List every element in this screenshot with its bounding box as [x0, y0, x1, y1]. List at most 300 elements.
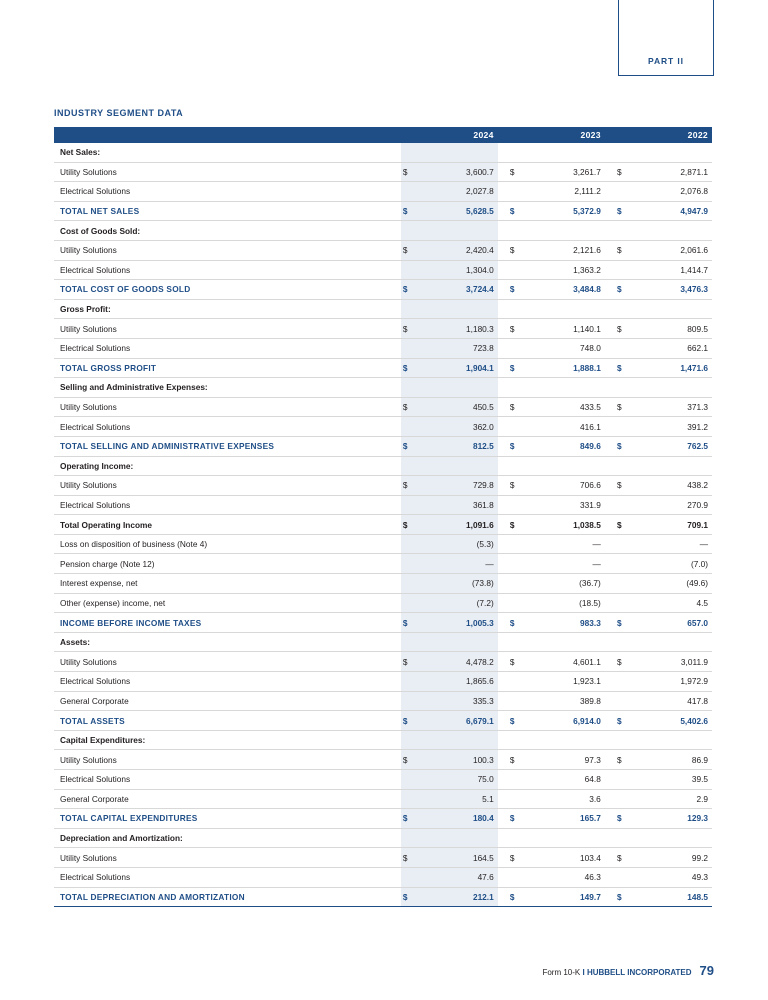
column-gap: [498, 201, 508, 221]
table-row: [54, 515, 712, 535]
cell-value: 2,121.6: [526, 240, 605, 260]
column-gap: [498, 691, 508, 711]
row-label: Utility Solutions: [54, 162, 401, 182]
row-label: Electrical Solutions: [54, 495, 401, 515]
column-gap: [605, 378, 615, 398]
column-gap: [605, 162, 615, 182]
table-row: [54, 456, 712, 476]
currency-symbol: [401, 554, 419, 574]
cell-value: 450.5: [419, 397, 498, 417]
column-header-2022: 2022: [615, 127, 712, 143]
currency-symbol: [401, 770, 419, 790]
currency-symbol: [615, 417, 633, 437]
currency-symbol: [508, 554, 526, 574]
column-gap: [498, 397, 508, 417]
currency-symbol: [508, 534, 526, 554]
currency-symbol: $: [401, 887, 419, 907]
table-row: [54, 750, 712, 770]
cell-value: [526, 828, 605, 848]
cell-value: 3,724.4: [419, 280, 498, 300]
cell-value: [526, 221, 605, 241]
row-label: Pension charge (Note 12): [54, 554, 401, 574]
column-gap: [605, 436, 615, 456]
row-label: TOTAL GROSS PROFIT: [54, 358, 401, 378]
column-gap: [498, 809, 508, 829]
cell-value: 983.3: [526, 613, 605, 633]
column-gap: [605, 789, 615, 809]
currency-symbol: [508, 770, 526, 790]
cell-value: 2,111.2: [526, 182, 605, 202]
row-label: Electrical Solutions: [54, 417, 401, 437]
cell-value: 809.5: [633, 319, 712, 339]
column-gap: [498, 319, 508, 339]
cell-value: 5,372.9: [526, 201, 605, 221]
column-gap: [498, 789, 508, 809]
currency-symbol: [401, 632, 419, 652]
currency-symbol: [401, 338, 419, 358]
currency-symbol: [508, 417, 526, 437]
currency-symbol: $: [401, 240, 419, 260]
column-gap: [605, 848, 615, 868]
column-gap: [605, 221, 615, 241]
column-gap: [605, 397, 615, 417]
column-gap: [605, 828, 615, 848]
column-gap: [605, 338, 615, 358]
footer-company: HUBBELL INCORPORATED: [586, 968, 692, 977]
column-gap: [498, 143, 508, 162]
row-label: TOTAL CAPITAL EXPENDITURES: [54, 809, 401, 829]
cell-value: 391.2: [633, 417, 712, 437]
currency-symbol: [401, 867, 419, 887]
column-gap: [605, 809, 615, 829]
column-gap: [605, 495, 615, 515]
currency-symbol: [401, 828, 419, 848]
currency-symbol: [615, 456, 633, 476]
currency-symbol: $: [401, 652, 419, 672]
table-row: [54, 730, 712, 750]
table-row: [54, 221, 712, 241]
cell-value: 4.5: [633, 593, 712, 613]
footer-form: [542, 968, 691, 977]
currency-symbol: [615, 299, 633, 319]
column-gap: [498, 476, 508, 496]
cell-value: 5,628.5: [419, 201, 498, 221]
table-row: [54, 789, 712, 809]
cell-value: 6,679.1: [419, 711, 498, 731]
currency-symbol: $: [615, 887, 633, 907]
column-gap: [605, 201, 615, 221]
table-row: [54, 378, 712, 398]
cell-value: 164.5: [419, 848, 498, 868]
cell-value: 1,180.3: [419, 319, 498, 339]
cell-value: 371.3: [633, 397, 712, 417]
cell-value: 86.9: [633, 750, 712, 770]
table-row: [54, 182, 712, 202]
cell-value: 1,888.1: [526, 358, 605, 378]
currency-symbol: [401, 456, 419, 476]
cell-value: 1,038.5: [526, 515, 605, 535]
currency-symbol: $: [401, 162, 419, 182]
currency-symbol: $: [508, 476, 526, 496]
row-label: TOTAL NET SALES: [54, 201, 401, 221]
column-gap: [605, 476, 615, 496]
currency-symbol: [615, 593, 633, 613]
cell-value: [419, 632, 498, 652]
table-row: [54, 770, 712, 790]
cell-value: (73.8): [419, 574, 498, 594]
table-row: [54, 201, 712, 221]
cell-value: 3,476.3: [633, 280, 712, 300]
table-row: [54, 828, 712, 848]
cell-value: [526, 299, 605, 319]
currency-symbol: [401, 691, 419, 711]
column-gap: [605, 887, 615, 907]
currency-symbol: $: [615, 358, 633, 378]
column-gap: [498, 436, 508, 456]
column-gap: [605, 515, 615, 535]
row-label: Electrical Solutions: [54, 867, 401, 887]
currency-symbol: [615, 691, 633, 711]
cell-value: [526, 632, 605, 652]
cell-value: [633, 730, 712, 750]
footer-separator: I: [582, 968, 585, 977]
row-label: Cost of Goods Sold:: [54, 221, 401, 241]
column-gap: [498, 299, 508, 319]
column-gap: [605, 534, 615, 554]
cell-value: 5,402.6: [633, 711, 712, 731]
column-gap: [498, 554, 508, 574]
currency-symbol: $: [508, 809, 526, 829]
cell-value: [419, 221, 498, 241]
currency-symbol: [615, 770, 633, 790]
column-gap: [498, 887, 508, 907]
currency-symbol: [508, 456, 526, 476]
part-ii-label: PART II: [648, 56, 684, 66]
table-row: [54, 554, 712, 574]
cell-value: 3,261.7: [526, 162, 605, 182]
currency-symbol: [508, 691, 526, 711]
currency-symbol: $: [615, 436, 633, 456]
cell-value: —: [526, 534, 605, 554]
row-label: Utility Solutions: [54, 750, 401, 770]
currency-symbol: [508, 378, 526, 398]
column-gap: [605, 652, 615, 672]
cell-value: 103.4: [526, 848, 605, 868]
cell-value: 1,471.6: [633, 358, 712, 378]
part-ii-tab: [618, 0, 714, 76]
column-gap: [498, 730, 508, 750]
column-gap: [605, 613, 615, 633]
column-gap: [498, 456, 508, 476]
row-label: Gross Profit:: [54, 299, 401, 319]
cell-value: 361.8: [419, 495, 498, 515]
table-row: [54, 299, 712, 319]
currency-symbol: $: [508, 397, 526, 417]
cell-value: [633, 632, 712, 652]
column-gap: [605, 554, 615, 574]
cell-value: 335.3: [419, 691, 498, 711]
cell-value: 3,600.7: [419, 162, 498, 182]
column-gap: [605, 691, 615, 711]
currency-symbol: $: [615, 397, 633, 417]
cell-value: 362.0: [419, 417, 498, 437]
table-row: [54, 143, 712, 162]
currency-symbol: $: [615, 201, 633, 221]
cell-value: 1,414.7: [633, 260, 712, 280]
industry-segment-data-table: [54, 127, 712, 907]
cell-value: [633, 143, 712, 162]
cell-value: [419, 828, 498, 848]
cell-value: 270.9: [633, 495, 712, 515]
row-label: Utility Solutions: [54, 476, 401, 496]
currency-symbol: [615, 260, 633, 280]
cell-value: 1,363.2: [526, 260, 605, 280]
row-label: General Corporate: [54, 691, 401, 711]
currency-symbol: $: [508, 280, 526, 300]
currency-symbol: [401, 534, 419, 554]
currency-symbol: [401, 182, 419, 202]
page-footer: [542, 963, 714, 978]
header-gap-2: [605, 127, 615, 143]
cell-value: [633, 299, 712, 319]
currency-symbol: [615, 730, 633, 750]
cell-value: 1,923.1: [526, 672, 605, 692]
row-label: Electrical Solutions: [54, 182, 401, 202]
table-row: [54, 672, 712, 692]
currency-symbol: $: [508, 750, 526, 770]
column-gap: [498, 632, 508, 652]
cell-value: (5.3): [419, 534, 498, 554]
currency-symbol: [401, 299, 419, 319]
cell-value: 99.2: [633, 848, 712, 868]
header-blank: [54, 127, 401, 143]
table-row: [54, 809, 712, 829]
row-label: Interest expense, net: [54, 574, 401, 594]
column-gap: [605, 456, 615, 476]
row-label: Utility Solutions: [54, 848, 401, 868]
cell-value: [633, 456, 712, 476]
column-gap: [605, 143, 615, 162]
currency-symbol: $: [401, 280, 419, 300]
currency-symbol: $: [615, 848, 633, 868]
table-row: [54, 397, 712, 417]
column-gap: [498, 534, 508, 554]
currency-symbol: $: [401, 750, 419, 770]
cell-value: 4,478.2: [419, 652, 498, 672]
column-gap: [498, 672, 508, 692]
currency-symbol: $: [615, 240, 633, 260]
cell-value: [633, 378, 712, 398]
currency-symbol: $: [401, 848, 419, 868]
row-label: Utility Solutions: [54, 240, 401, 260]
currency-symbol: [508, 789, 526, 809]
cell-value: 46.3: [526, 867, 605, 887]
currency-symbol: [508, 143, 526, 162]
currency-symbol: [401, 221, 419, 241]
currency-symbol: [508, 672, 526, 692]
cell-value: —: [633, 534, 712, 554]
row-label: Utility Solutions: [54, 652, 401, 672]
currency-symbol: $: [401, 397, 419, 417]
column-gap: [498, 828, 508, 848]
column-gap: [498, 378, 508, 398]
row-label: General Corporate: [54, 789, 401, 809]
column-gap: [605, 672, 615, 692]
row-label: Operating Income:: [54, 456, 401, 476]
cell-value: 812.5: [419, 436, 498, 456]
currency-symbol: [615, 378, 633, 398]
cell-value: 4,947.9: [633, 201, 712, 221]
cell-value: 849.6: [526, 436, 605, 456]
cell-value: 75.0: [419, 770, 498, 790]
cell-value: 1,304.0: [419, 260, 498, 280]
column-gap: [498, 221, 508, 241]
currency-symbol: [615, 534, 633, 554]
cell-value: 657.0: [633, 613, 712, 633]
currency-symbol: [615, 867, 633, 887]
cell-value: 149.7: [526, 887, 605, 907]
currency-symbol: [508, 632, 526, 652]
cell-value: (18.5): [526, 593, 605, 613]
cell-value: 331.9: [526, 495, 605, 515]
table-row: [54, 887, 712, 907]
cell-value: —: [419, 554, 498, 574]
column-gap: [605, 240, 615, 260]
cell-value: 47.6: [419, 867, 498, 887]
cell-value: 433.5: [526, 397, 605, 417]
currency-symbol: [401, 730, 419, 750]
cell-value: 762.5: [633, 436, 712, 456]
currency-symbol: [401, 495, 419, 515]
row-label: Assets:: [54, 632, 401, 652]
currency-symbol: [615, 338, 633, 358]
row-label: INCOME BEFORE INCOME TAXES: [54, 613, 401, 633]
currency-symbol: $: [401, 201, 419, 221]
column-gap: [605, 417, 615, 437]
row-label: Utility Solutions: [54, 397, 401, 417]
cell-value: 709.1: [633, 515, 712, 535]
row-label: TOTAL COST OF GOODS SOLD: [54, 280, 401, 300]
table-row: [54, 495, 712, 515]
column-gap: [605, 867, 615, 887]
cell-value: [633, 828, 712, 848]
currency-symbol: $: [508, 848, 526, 868]
row-label: Capital Expenditures:: [54, 730, 401, 750]
cell-value: 97.3: [526, 750, 605, 770]
currency-symbol: [508, 495, 526, 515]
currency-symbol: $: [508, 515, 526, 535]
column-gap: [498, 574, 508, 594]
currency-symbol: $: [615, 515, 633, 535]
table-row: [54, 260, 712, 280]
currency-symbol: $: [615, 652, 633, 672]
currency-symbol: $: [508, 711, 526, 731]
column-gap: [498, 358, 508, 378]
cell-value: 212.1: [419, 887, 498, 907]
cell-value: 4,601.1: [526, 652, 605, 672]
cell-value: 2.9: [633, 789, 712, 809]
table-row: [54, 436, 712, 456]
column-gap: [605, 299, 615, 319]
table-body: [54, 143, 712, 907]
currency-symbol: $: [401, 319, 419, 339]
cell-value: 39.5: [633, 770, 712, 790]
cell-value: [419, 730, 498, 750]
column-gap: [498, 750, 508, 770]
cell-value: [633, 221, 712, 241]
cell-value: 748.0: [526, 338, 605, 358]
column-gap: [605, 319, 615, 339]
column-gap: [605, 770, 615, 790]
currency-symbol: [401, 789, 419, 809]
column-gap: [605, 182, 615, 202]
currency-symbol: $: [615, 280, 633, 300]
column-gap: [498, 162, 508, 182]
cell-value: 417.8: [633, 691, 712, 711]
cell-value: 2,061.6: [633, 240, 712, 260]
cell-value: 6,914.0: [526, 711, 605, 731]
currency-symbol: [401, 593, 419, 613]
currency-symbol: $: [615, 476, 633, 496]
column-gap: [498, 652, 508, 672]
cell-value: 3,484.8: [526, 280, 605, 300]
currency-symbol: $: [401, 436, 419, 456]
column-gap: [605, 280, 615, 300]
currency-symbol: $: [401, 809, 419, 829]
cell-value: (7.0): [633, 554, 712, 574]
column-gap: [498, 417, 508, 437]
row-label: Net Sales:: [54, 143, 401, 162]
cell-value: 100.3: [419, 750, 498, 770]
currency-symbol: $: [508, 358, 526, 378]
cell-value: 148.5: [633, 887, 712, 907]
cell-value: (36.7): [526, 574, 605, 594]
currency-symbol: $: [508, 319, 526, 339]
currency-symbol: $: [401, 515, 419, 535]
currency-symbol: $: [615, 711, 633, 731]
cell-value: (49.6): [633, 574, 712, 594]
cell-value: 3,011.9: [633, 652, 712, 672]
currency-symbol: [615, 554, 633, 574]
cell-value: 2,871.1: [633, 162, 712, 182]
currency-symbol: $: [401, 613, 419, 633]
table-row: [54, 319, 712, 339]
cell-value: 416.1: [526, 417, 605, 437]
currency-symbol: [508, 338, 526, 358]
column-gap: [498, 613, 508, 633]
row-label: Utility Solutions: [54, 319, 401, 339]
currency-symbol: $: [508, 652, 526, 672]
column-gap: [605, 711, 615, 731]
currency-symbol: [401, 574, 419, 594]
row-label: Total Operating Income: [54, 515, 401, 535]
column-header-2024: 2024: [401, 127, 498, 143]
column-gap: [498, 515, 508, 535]
cell-value: 1,865.6: [419, 672, 498, 692]
cell-value: 723.8: [419, 338, 498, 358]
cell-value: 729.8: [419, 476, 498, 496]
cell-value: 180.4: [419, 809, 498, 829]
column-gap: [498, 495, 508, 515]
table-row: [54, 280, 712, 300]
column-gap: [605, 632, 615, 652]
currency-symbol: $: [508, 613, 526, 633]
row-label: TOTAL DEPRECIATION AND AMORTIZATION: [54, 887, 401, 907]
column-gap: [605, 750, 615, 770]
column-gap: [498, 338, 508, 358]
column-gap: [605, 730, 615, 750]
currency-symbol: [508, 730, 526, 750]
